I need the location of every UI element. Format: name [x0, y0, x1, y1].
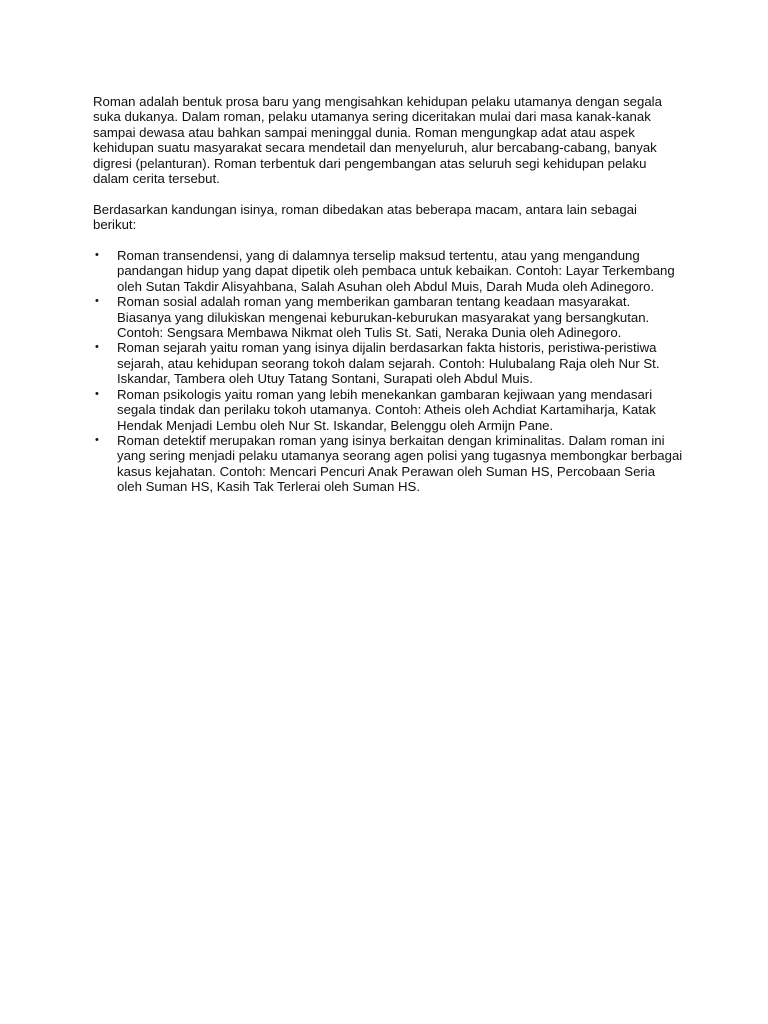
list-item [93, 340, 683, 386]
bullet-icon: • [95, 295, 99, 308]
list-item-text: Roman transendensi, yang di dalamnya terselip maksud tertentu, atau yang mengandung pandangan hidup yang dapat dipetik oleh pembaca untuk kebaikan. Contoh: Layar Terkembang oleh Sutan Takdir Alisyahbana, Salah Asuhan oleh Abdul Muis, Darah Muda oleh Adinegoro. [117, 248, 675, 294]
list-item-text: Roman sejarah yaitu roman yang isinya dijalin berdasarkan fakta historis, peristiwa-peristiwa sejarah, atau kehidupan seorang tokoh dalam sejarah. Contoh: Hulubalang Raja oleh Nur St. Iskandar, Tambera oleh Utuy Tatang Sontani, Surapati oleh Abdul Muis. [117, 340, 660, 387]
document-body [93, 94, 683, 495]
bullet-icon: • [95, 433, 99, 446]
list-item-text: Roman detektif merupakan roman yang isinya berkaitan dengan kriminalitas. Dalam roman ini yang sering menjadi pelaku utamanya seorang agen polisi yang tugasnya membongkar berbagai kasus kejahatan. Contoh: Mencari Pencuri Anak Perawan oleh Suman HS, Percobaan Seria oleh Suman HS, Kasih Tak Terlerai oleh Suman HS. [117, 432, 683, 495]
roman-types-list [93, 248, 683, 495]
list-item [93, 433, 683, 495]
list-item [93, 248, 683, 294]
classification-paragraph: Berdasarkan kandungan isinya, roman dibedakan atas beberapa macam, antara lain sebagai berikut: [93, 201, 637, 233]
list-item-text: Roman sosial adalah roman yang memberikan gambaran tentang keadaan masyarakat. Biasanya yang dilukiskan mengenai keburukan-keburukan masyarakat yang bersangkutan. Contoh: Sengsara Membawa Nikmat oleh Tulis St. Sati, Neraka Dunia oleh Adinegoro. [117, 294, 650, 341]
list-item [93, 387, 683, 433]
bullet-icon: • [95, 249, 99, 262]
bullet-icon: • [95, 387, 99, 400]
intro-paragraph: Roman adalah bentuk prosa baru yang mengisahkan kehidupan pelaku utamanya dengan segala suka dukanya. Dalam roman, pelaku utamanya sering diceritakan mulai dari masa kanak-kanak sampai dewasa atau bahkan sampai meninggal dunia. Roman mengungkap adat atau aspek kehidupan suatu masyarakat secara mendetail dan menyeluruh, alur bercabang-cabang, banyak digresi (pelanturan). Roman terbentuk dari pengembangan atas seluruh segi kehidupan pelaku dalam cerita tersebut. [93, 94, 662, 187]
bullet-icon: • [95, 341, 99, 354]
list-item-text: Roman psikologis yaitu roman yang lebih menekankan gambaran kejiwaan yang mendasari segala tindak dan perilaku tokoh utamanya. Contoh: Atheis oleh Achdiat Kartamiharja, Katak Hendak Menjadi Lembu oleh Nur St. Iskandar, Belenggu oleh Armijn Pane. [117, 386, 656, 433]
list-item [93, 294, 683, 340]
